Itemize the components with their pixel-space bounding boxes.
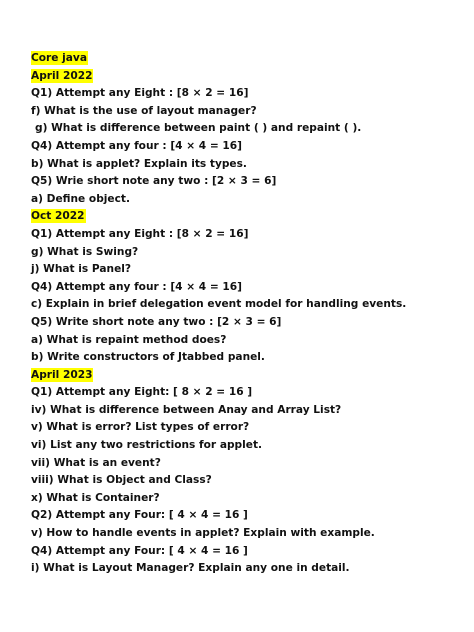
heading-exam-april-2022 <box>31 68 474 86</box>
question-line: iv) What is difference between Anay and Array List? <box>31 403 342 416</box>
question-line: i) What is Layout Manager? Explain any one in detail. <box>31 562 350 575</box>
heading-exam-april-2023 <box>31 367 474 385</box>
question-line: c) Explain in brief delegation event model for handling events. <box>31 298 407 311</box>
question-line: Q2) Attempt any Four: [ 4 × 4 = 16 ] <box>31 509 248 522</box>
question-line: a) What is repaint method does? <box>31 333 227 346</box>
question-line: a) Define object. <box>31 192 130 205</box>
question-line: vi) List any two restrictions for applet. <box>31 439 263 452</box>
question-line: Q4) Attempt any four : [4 × 4 = 16] <box>31 280 243 293</box>
question-line: x) What is Container? <box>31 491 160 504</box>
question-line: v) What is error? List types of error? <box>31 421 250 434</box>
question-line: j) What is Panel? <box>31 263 132 276</box>
question-line: Q1) Attempt any Eight : [8 × 2 = 16] <box>31 227 249 240</box>
question-line: b) Write constructors of Jtabbed panel. <box>31 351 265 364</box>
question-line: v) How to handle events in applet? Explain with example. <box>31 527 375 540</box>
heading-exam-oct-2022 <box>31 208 474 226</box>
heading-subject <box>31 50 474 68</box>
question-line: Q5) Write short note any two : [2 × 3 = 6] <box>31 315 282 328</box>
question-line: f) What is the use of layout manager? <box>31 104 257 117</box>
question-line: Q1) Attempt any Eight : [8 × 2 = 16] <box>31 87 249 100</box>
question-line: Q1) Attempt any Eight: [ 8 × 2 = 16 ] <box>31 386 253 399</box>
highlighted-heading: April 2022 <box>31 69 93 82</box>
question-line: Q4) Attempt any Four: [ 4 × 4 = 16 ] <box>31 544 248 557</box>
question-line: viii) What is Object and Class? <box>31 474 212 487</box>
question-line: Q4) Attempt any four : [4 × 4 = 16] <box>31 139 243 152</box>
question-line: b) What is applet? Explain its types. <box>31 157 247 170</box>
question-line: Q5) Wrie short note any two : [2 × 3 = 6] <box>31 175 277 188</box>
question-line: g) What is difference between paint ( ) and repaint ( ). <box>35 122 362 135</box>
question-line: vii) What is an event? <box>31 456 161 469</box>
highlighted-heading: April 2023 <box>31 368 93 381</box>
highlighted-heading: Core java <box>31 52 87 64</box>
highlighted-heading: Oct 2022 <box>31 210 85 223</box>
question-line: g) What is Swing? <box>31 245 139 258</box>
